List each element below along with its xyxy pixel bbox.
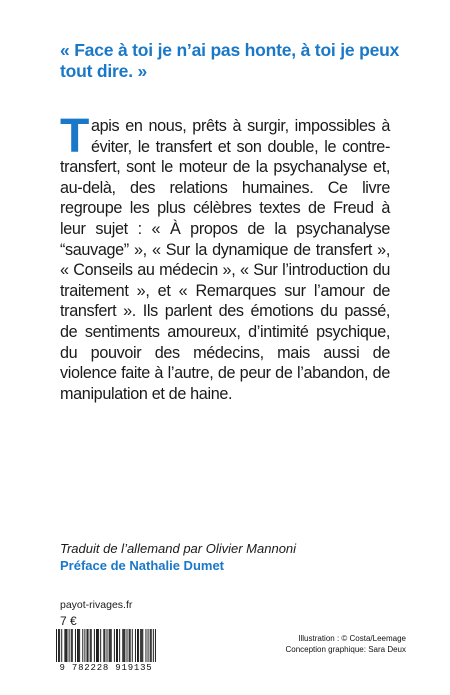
price: 7 € bbox=[60, 614, 77, 628]
drop-cap: T bbox=[60, 110, 89, 163]
credits bbox=[60, 540, 400, 574]
preface-credit: Préface de Nathalie Dumet bbox=[60, 558, 225, 573]
illustration-credit: Illustration : © Costa/Leemage bbox=[298, 634, 406, 643]
blurb-text: apis en nous, prêts à surgir, impossibles à éviter, le transfert et son double, le contre-transfert, sont le moteur de la psychanalyse et, au-delà, des relations humaines. Ce livre regroupe les plus célèbres textes de Freud à leur sujet : « À propos de la psychanalyse “sauvage” », « Sur la dynamique de transfert », « Conseils au médecin », « Sur l’introduction du traitement », et « Remarques sur l’amour de transfert ». Ils parlent des émotions du passé, de sentiments amoureux, d’intimité psychique, du pouvoir des médecins, mais aussi de violence faite à l’autre, de peur de l’abandon, de manipulation et de haine. bbox=[60, 117, 390, 403]
back-cover-quote: « Face à toi je n’ai pas honte, à toi je peux tout dire. » bbox=[60, 40, 400, 81]
blurb-paragraph bbox=[60, 110, 390, 404]
translator-credit: Traduit de l’allemand par Olivier Mannoni bbox=[60, 541, 297, 556]
design-credit: Conception graphique: Sara Deux bbox=[285, 645, 406, 654]
publisher-website: payot-rivages.fr bbox=[60, 599, 133, 611]
isbn-number: 9 782228 919135 bbox=[56, 662, 156, 674]
